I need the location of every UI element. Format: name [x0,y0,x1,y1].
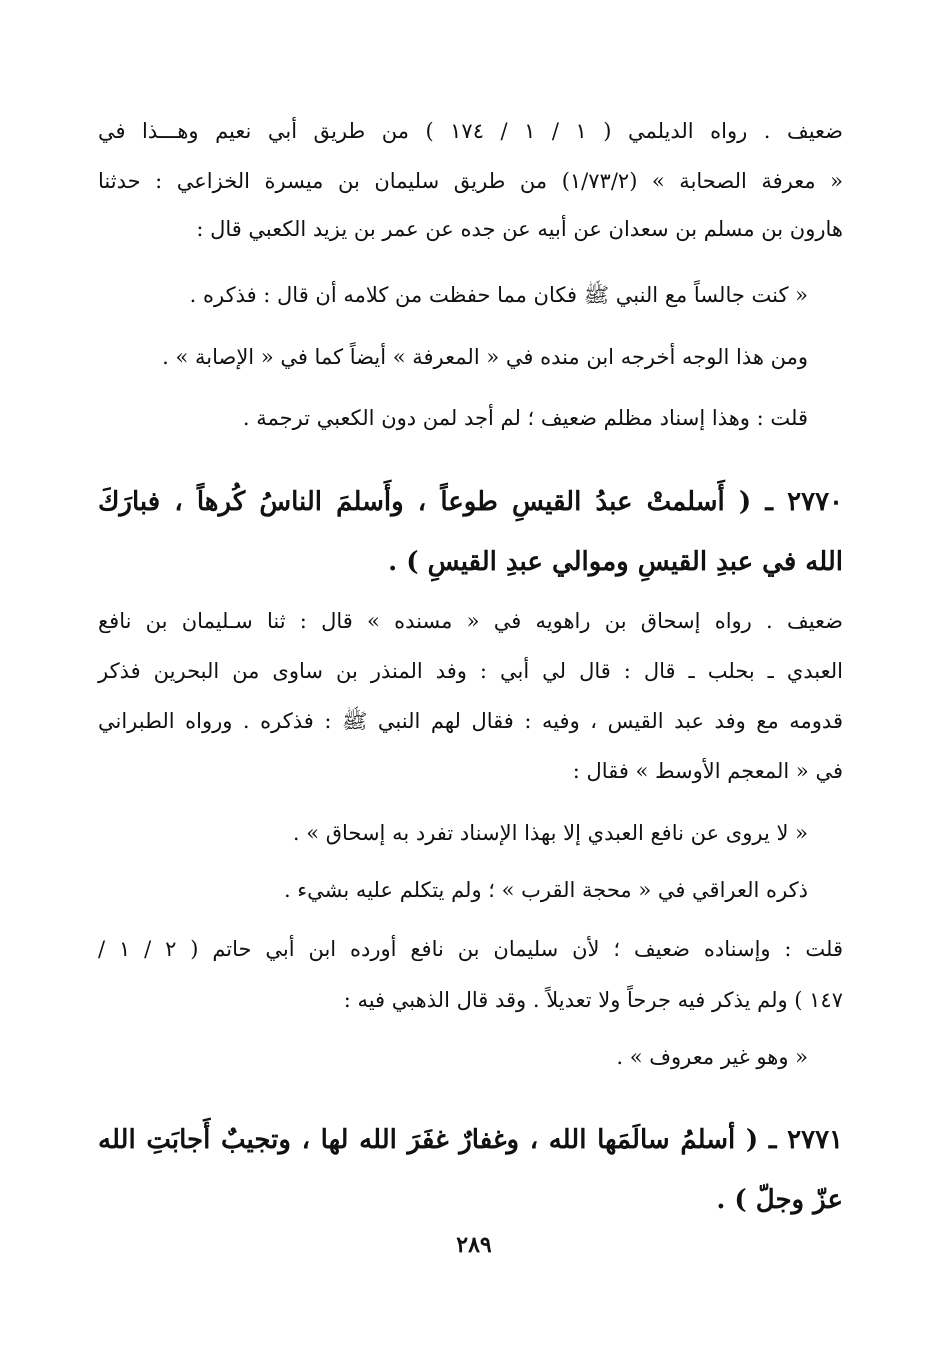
paragraph-1-line-3: هارون بن مسلم بن سعدان عن أبيه عن جده عن عمر بن يزيد الكعبي قال : [196,217,843,241]
quote-line-2: « لا يروى عن نافع العبدي إلا بهذا الإسناد تفرد به إسحاق » . [292,821,808,845]
paragraph-5-line-2: العبدي ـ بحلب ـ قال : قال لي أبي : وفد المنذر بن ساوى من البحرين فذكر [98,659,843,683]
hadith-2771-line-2: عزّ وجلّ ) . [716,1185,843,1215]
paragraph-8-line-2: ١٤٧ ) ولم يذكر فيه جرحاً ولا تعديلاً . وقد قال الذهبي فيه : [343,988,843,1012]
paragraph-5-line-1: ضعيف . رواه إسحاق بن راهويه في « مسنده » قال : ثنا سـليمان بن نافع [98,609,843,633]
paragraph-7-line: ذكره العراقي في « محجة القرب » ؛ ولم يتكلم عليه بشيء . [283,878,808,902]
paragraph-3-line: ومن هذا الوجه أخرجه ابن منده في « المعرفة » أيضاً كما في « الإصابة » . [162,345,808,369]
page-number: ٢٨٩ [456,1232,492,1258]
hadith-2771-line-1: ٢٧٧١ ـ ( أسلمُ سالَمَها الله ، وغفارٌ غفَرَ الله لها ، وتجيبٌ أَجابَتِ الله [98,1125,843,1155]
paragraph-8-line-1: قلت : وإسناده ضعيف ؛ لأن سليمان بن نافع أورده ابن أبي حاتم ( ٢ / ١ / [98,937,843,961]
paragraph-5-line-4: في « المعجم الأوسط » فقال : [572,759,843,783]
paragraph-1-line-2: « معرفة الصحابة » (١/٧٣/٢) من طريق سليمان بن ميسرة الخزاعي : حدثنا [98,169,844,193]
paragraph-1-line-1: ضعيف . رواه الديلمي ( ١ / ١ / ١٧٤ ) من طريق أبي نعيم وهـــذا في [98,119,843,143]
paragraph-5-line-3: قدومه مع وفد عبد القيس ، وفيه : فقال لهم النبي ﷺ : فذكره . ورواه الطبراني [98,709,843,733]
hadith-2770-line-1: ٢٧٧٠ ـ ( أَسلمتْ عبدُ القيسِ طوعاً ، وأَسلمَ الناسُ كُرهاً ، فبارَكَ [98,487,843,517]
quote-line: « كنت جالساً مع النبي ﷺ فكان مما حفظت من كلامه أن قال : فذكره . [189,283,808,307]
hadith-2770-line-2: الله في عبدِ القيسِ وموالي عبدِ القيسِ ) . [388,547,843,577]
paragraph-4-line: قلت : وهذا إسناد مظلم ضعيف ؛ لم أجد لمن دون الكعبي ترجمة . [242,406,808,430]
quote-line-3: « وهو غير معروف » . [616,1045,808,1069]
